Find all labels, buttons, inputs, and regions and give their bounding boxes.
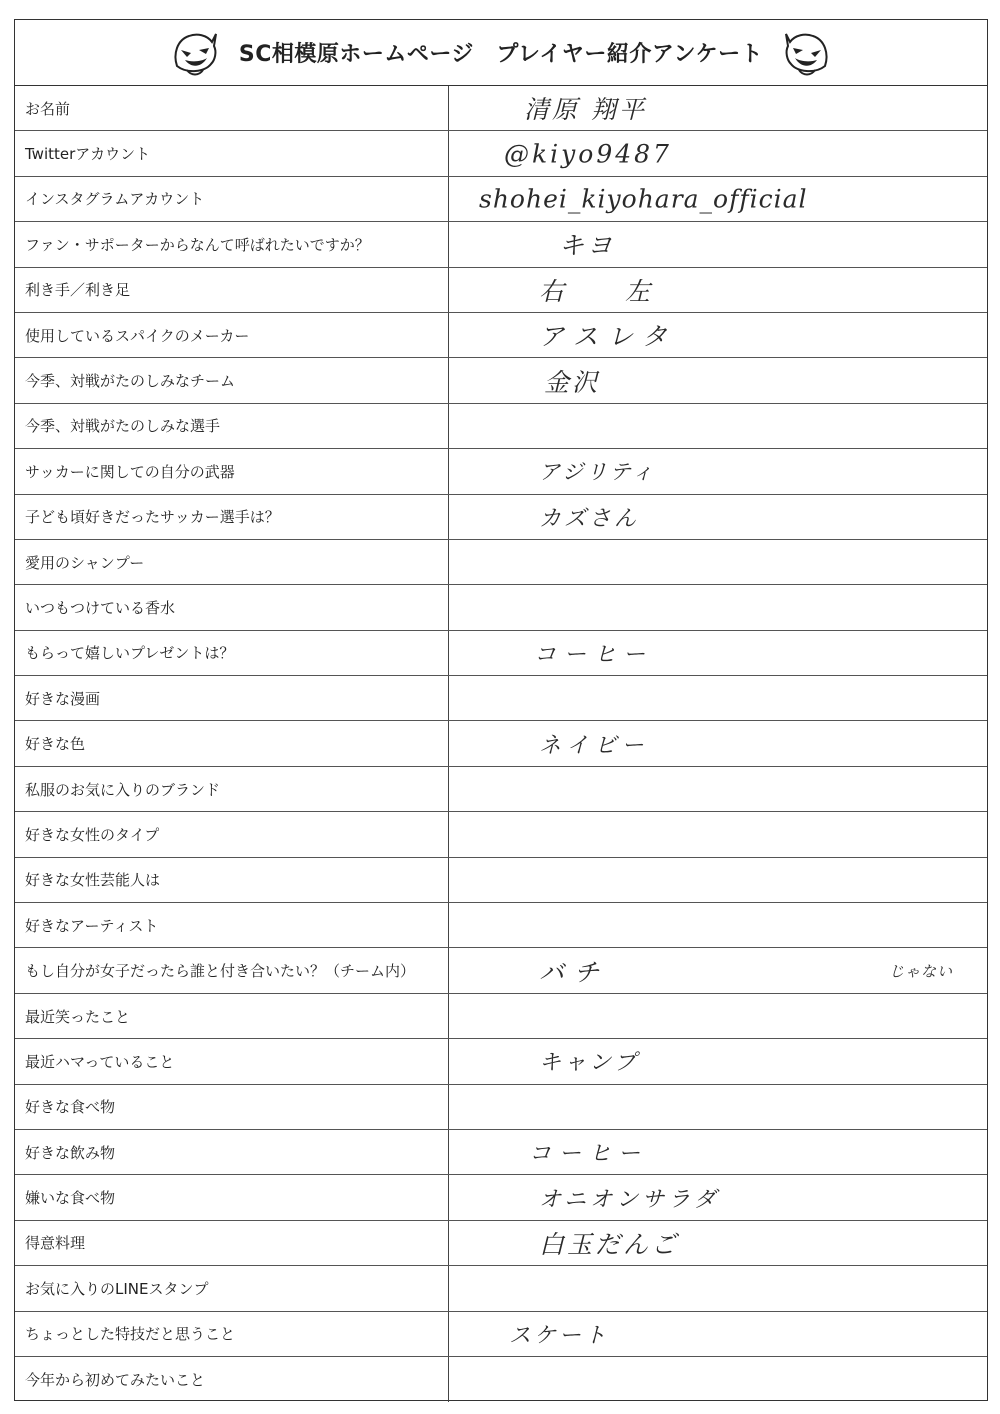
survey-row xyxy=(15,1175,987,1220)
question-label: 最近ハマっていること xyxy=(15,1039,449,1083)
question-label: ファン・サポーターからなんて呼ばれたいですか？ xyxy=(15,222,449,266)
survey-row xyxy=(15,1039,987,1084)
survey-row xyxy=(15,313,987,358)
survey-row xyxy=(15,631,987,676)
answer-text: @kiyo9487 xyxy=(504,139,672,169)
survey-row xyxy=(15,994,987,1039)
survey-sheet xyxy=(14,19,988,1401)
survey-row xyxy=(15,676,987,721)
survey-row xyxy=(15,268,987,313)
answer-text: バチ xyxy=(539,957,610,987)
answer-note: じゃない xyxy=(889,962,954,981)
answer-text: 清原 翔平 xyxy=(524,95,647,125)
survey-row xyxy=(15,1221,987,1266)
answer-text: スケート xyxy=(509,1323,610,1349)
question-label: お名前 xyxy=(15,86,449,130)
question-label: もらって嬉しいプレゼントは？ xyxy=(15,631,449,675)
answer-text: shohei_kiyohara_official xyxy=(479,184,808,214)
question-label: 好きな飲み物 xyxy=(15,1130,449,1174)
survey-row xyxy=(15,1357,987,1402)
answer-text: オニオンサラダ xyxy=(539,1187,720,1213)
question-label: ちょっとした特技だと思うこと xyxy=(15,1312,449,1356)
question-label: 愛用のシャンプー xyxy=(15,540,449,584)
title-row xyxy=(15,20,987,86)
answer-text: アスレタ xyxy=(539,322,678,352)
survey-row xyxy=(15,812,987,857)
survey-row xyxy=(15,1266,987,1311)
answer-text: 右 左 xyxy=(539,276,669,306)
question-label: 好きな漫画 xyxy=(15,676,449,720)
answer-text: コーヒー xyxy=(534,642,654,668)
question-label: 好きな女性のタイプ xyxy=(15,812,449,856)
survey-row xyxy=(15,948,987,993)
answer-text: 金沢 xyxy=(544,367,601,397)
question-label: 今季、対戦がたのしみなチーム xyxy=(15,358,449,402)
answer-text: カズさん xyxy=(539,506,640,532)
question-label: 最近笑ったこと xyxy=(15,994,449,1038)
survey-row xyxy=(15,222,987,267)
bird-mascot-icon xyxy=(781,26,835,80)
survey-row xyxy=(15,767,987,812)
question-label: 好きなアーティスト xyxy=(15,903,449,947)
survey-row xyxy=(15,540,987,585)
question-label: もし自分が女子だったら誰と付き合いたい？（チーム内） xyxy=(15,948,449,992)
question-label: 今年から初めてみたいこと xyxy=(15,1357,449,1402)
answer-text: アジリティ xyxy=(539,460,657,485)
question-label: 今季、対戦がたのしみな選手 xyxy=(15,404,449,448)
survey-row xyxy=(15,721,987,766)
answer-text: 白玉だんご xyxy=(539,1229,680,1259)
question-label: Twitterアカウント xyxy=(15,131,449,175)
survey-row xyxy=(15,903,987,948)
question-label: インスタグラムアカウント xyxy=(15,177,449,221)
question-label: 得意料理 xyxy=(15,1221,449,1265)
question-label: お気に入りのLINEスタンプ xyxy=(15,1266,449,1310)
survey-rows xyxy=(15,86,987,1402)
question-label: 子ども頃好きだったサッカー選手は？ xyxy=(15,495,449,539)
page-title: SC相模原ホームページ プレイヤー紹介アンケート xyxy=(238,42,764,67)
question-label: いつもつけている香水 xyxy=(15,585,449,629)
question-label: 好きな食べ物 xyxy=(15,1085,449,1129)
answer-text: コーヒー xyxy=(529,1141,649,1167)
survey-row xyxy=(15,1085,987,1130)
answer-text: ネイビー xyxy=(539,733,650,759)
question-label: 嫌いな食べ物 xyxy=(15,1175,449,1219)
survey-row xyxy=(15,495,987,540)
question-label: 使用しているスパイクのメーカー xyxy=(15,313,449,357)
survey-row xyxy=(15,358,987,403)
answer-text: キャンプ xyxy=(539,1050,640,1076)
survey-row xyxy=(15,1130,987,1175)
question-label: 利き手／利き足 xyxy=(15,268,449,312)
survey-row xyxy=(15,177,987,222)
survey-row xyxy=(15,449,987,494)
survey-row xyxy=(15,86,987,131)
survey-row xyxy=(15,404,987,449)
survey-row xyxy=(15,1312,987,1357)
survey-row xyxy=(15,585,987,630)
question-label: サッカーに関しての自分の武器 xyxy=(15,449,449,493)
answer-text: キヨ xyxy=(559,231,616,261)
question-label: 好きな色 xyxy=(15,721,449,765)
survey-row xyxy=(15,131,987,176)
survey-row xyxy=(15,858,987,903)
question-label: 私服のお気に入りのブランド xyxy=(15,767,449,811)
question-label: 好きな女性芸能人は xyxy=(15,858,449,902)
bird-mascot-icon xyxy=(167,26,221,80)
